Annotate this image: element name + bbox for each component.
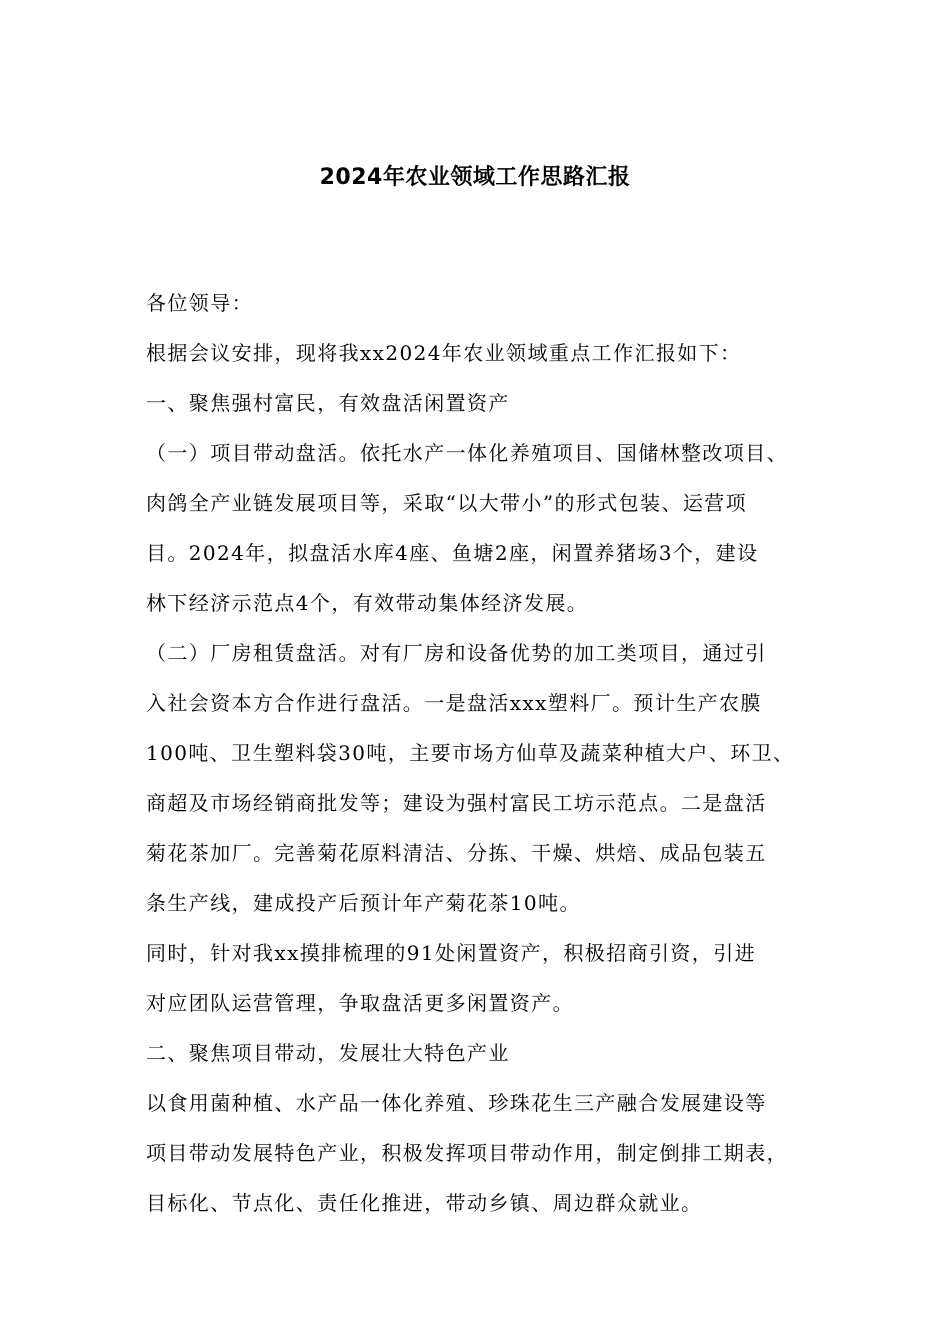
intro-line: 根据会议安排，现将我xx2024年农业领域重点工作汇报如下：	[146, 341, 742, 365]
section-heading-2: 二、聚焦项目带动，发展壮大特色产业	[146, 1041, 510, 1065]
paragraph-line: 100吨、卫生塑料袋30吨，主要市场方仙草及蔬菜种植大户、环卫、	[146, 741, 795, 765]
paragraph-line: （一）项目带动盘活。依托水产一体化养殖项目、国储林整改项目、	[146, 441, 788, 465]
paragraph-line: 条生产线，建成投产后预计年产菊花茶10吨。	[146, 891, 581, 915]
paragraph-line: 以食用菌种植、水产品一体化养殖、珍珠花生三产融合发展建设等	[146, 1091, 767, 1115]
paragraph-line: 菊花茶加厂。完善菊花原料清洁、分拣、干燥、烘焙、成品包装五	[146, 841, 767, 865]
paragraph-line: 肉鸽全产业链发展项目等，采取“以大带小”的形式包装、运营项	[146, 491, 748, 515]
paragraph-line: 目标化、节点化、责任化推进，带动乡镇、周边群众就业。	[146, 1191, 703, 1215]
salutation-line: 各位领导：	[146, 291, 253, 315]
paragraph-line: 对应团队运营管理，争取盘活更多闲置资产。	[146, 991, 574, 1015]
paragraph-line: 林下经济示范点4个，有效带动集体经济发展。	[146, 591, 589, 615]
section-heading-1: 一、聚焦强村富民，有效盘活闲置资产	[146, 391, 510, 415]
paragraph-line: 商超及市场经销商批发等；建设为强村富民工坊示范点。二是盘活	[146, 791, 767, 815]
document-body	[146, 278, 836, 1228]
paragraph-line: （二）厂房租赁盘活。对有厂房和设备优势的加工类项目，通过引	[146, 641, 767, 665]
paragraph-line: 项目带动发展特色产业，积极发挥项目带动作用，制定倒排工期表，	[146, 1141, 788, 1165]
document-title: 2024年农业领域工作思路汇报	[319, 165, 631, 190]
paragraph-line: 目。2024年，拟盘活水库4座、鱼塘2座，闲置养猪场3个，建设	[146, 541, 759, 565]
paragraph-line: 同时，针对我xx摸排梳理的91处闲置资产，积极招商引资，引进	[146, 941, 757, 965]
paragraph-line: 入社会资本方合作进行盘活。一是盘活xxx塑料厂。预计生产农膜	[146, 691, 762, 715]
